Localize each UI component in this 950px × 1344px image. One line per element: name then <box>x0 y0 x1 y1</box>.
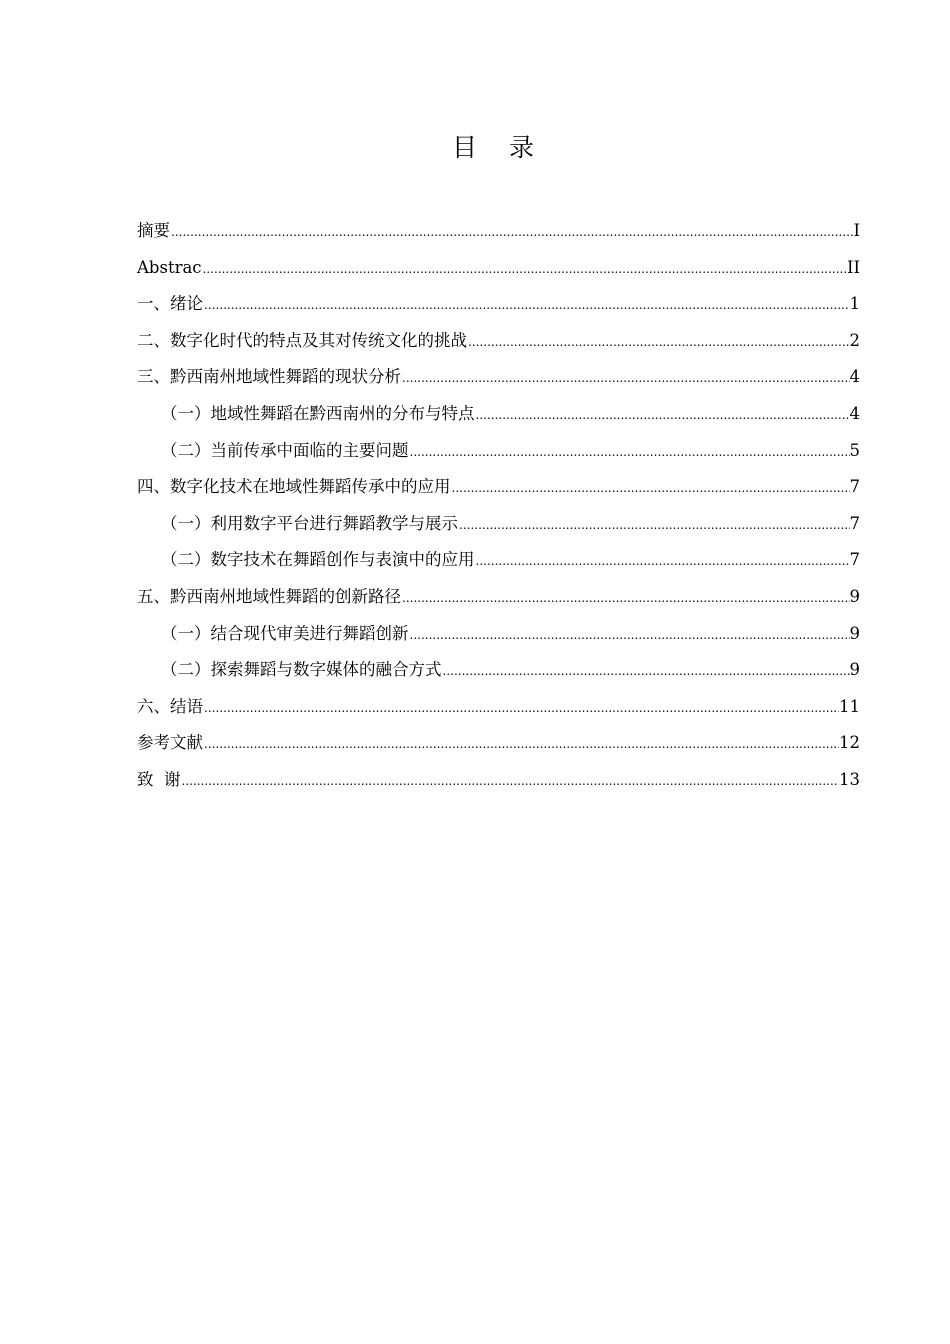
toc-entry-abstract-en[interactable] <box>137 250 860 287</box>
toc-page-number: 5 <box>849 440 860 460</box>
toc-entry-label: （一）利用数字平台进行舞蹈教学与展示 <box>161 513 458 533</box>
toc-page-number: 13 <box>839 769 860 789</box>
toc-entry-label: （二）当前传承中面临的主要问题 <box>161 440 409 460</box>
toc-dot-leader <box>181 763 840 800</box>
toc-page-number: 12 <box>839 733 860 753</box>
toc-page-number: 7 <box>849 477 860 497</box>
toc-dot-leader <box>203 287 850 324</box>
toc-entry-section-4-2[interactable] <box>137 542 860 579</box>
page-title: 目 录 <box>452 133 546 162</box>
toc-entry-section-4-1[interactable] <box>137 506 860 543</box>
toc-entry-label: （一）地域性舞蹈在黔西南州的分布与特点 <box>161 403 475 423</box>
toc-entry-label: Abstrac <box>137 257 202 277</box>
toc-entry-label: 致 谢 <box>137 769 181 789</box>
toc-entry-label: （一）结合现代审美进行舞蹈创新 <box>161 623 409 643</box>
toc-entry-chapter-2[interactable] <box>137 323 860 360</box>
toc-dot-leader <box>401 360 850 397</box>
toc-dot-leader <box>409 617 850 654</box>
toc-page-number: 11 <box>839 696 860 716</box>
toc-dot-leader <box>442 653 850 690</box>
toc-dot-leader <box>475 543 850 580</box>
toc-dot-leader <box>202 251 847 288</box>
toc-dot-leader <box>170 214 853 251</box>
toc-page-number: 7 <box>849 513 860 533</box>
toc-dot-leader <box>203 690 839 727</box>
toc-entry-section-3-1[interactable] <box>137 396 860 433</box>
toc-entry-chapter-1[interactable] <box>137 286 860 323</box>
toc-entry-label: 三、黔西南州地域性舞蹈的现状分析 <box>137 367 401 387</box>
toc-entry-label: 六、结语 <box>137 696 203 716</box>
toc-entry-section-5-2[interactable] <box>137 652 860 689</box>
toc-dot-leader <box>475 397 850 434</box>
toc-entry-references[interactable] <box>137 725 860 762</box>
toc-entry-label: 摘要 <box>137 221 170 240</box>
toc-entry-label: 参考文献 <box>137 733 203 753</box>
toc-entry-label: （二）探索舞蹈与数字媒体的融合方式 <box>161 660 442 680</box>
toc-dot-leader <box>458 507 850 544</box>
toc-dot-leader <box>203 726 839 763</box>
toc-dot-leader <box>409 434 850 471</box>
toc-entry-label: 五、黔西南州地域性舞蹈的创新路径 <box>137 586 401 606</box>
toc-page-number: 4 <box>849 403 860 423</box>
toc-page-number: 9 <box>849 660 860 680</box>
toc-entry-chapter-3[interactable] <box>137 359 860 396</box>
toc-entry-label: 二、数字化时代的特点及其对传统文化的挑战 <box>137 330 467 350</box>
toc-dot-leader <box>451 470 850 507</box>
toc-dot-leader <box>467 324 850 361</box>
toc-page-number: 9 <box>849 586 860 606</box>
toc-page-number: II <box>846 257 860 277</box>
toc-page-number: 9 <box>849 623 860 643</box>
toc-page-number: I <box>853 221 860 240</box>
toc-page-number: 1 <box>849 294 860 314</box>
toc-entry-label: （二）数字技术在舞蹈创作与表演中的应用 <box>161 550 475 570</box>
toc-entry-section-3-2[interactable] <box>137 433 860 470</box>
toc-dot-leader <box>401 580 850 617</box>
toc-entry-label: 一、绪论 <box>137 294 203 314</box>
toc-entry-acknowledgements[interactable] <box>137 762 860 799</box>
toc-entry-chapter-5[interactable] <box>137 579 860 616</box>
toc-entry-chapter-4[interactable] <box>137 469 860 506</box>
toc-entry-section-5-1[interactable] <box>137 616 860 653</box>
toc-page-number: 2 <box>849 330 860 350</box>
toc-entry-label: 四、数字化技术在地域性舞蹈传承中的应用 <box>137 477 451 497</box>
toc-entry-chapter-6[interactable] <box>137 689 860 726</box>
toc-entry-abstract-cn[interactable] <box>137 213 860 250</box>
table-of-contents <box>137 213 860 799</box>
toc-page-number: 7 <box>849 550 860 570</box>
toc-page-number: 4 <box>849 367 860 387</box>
